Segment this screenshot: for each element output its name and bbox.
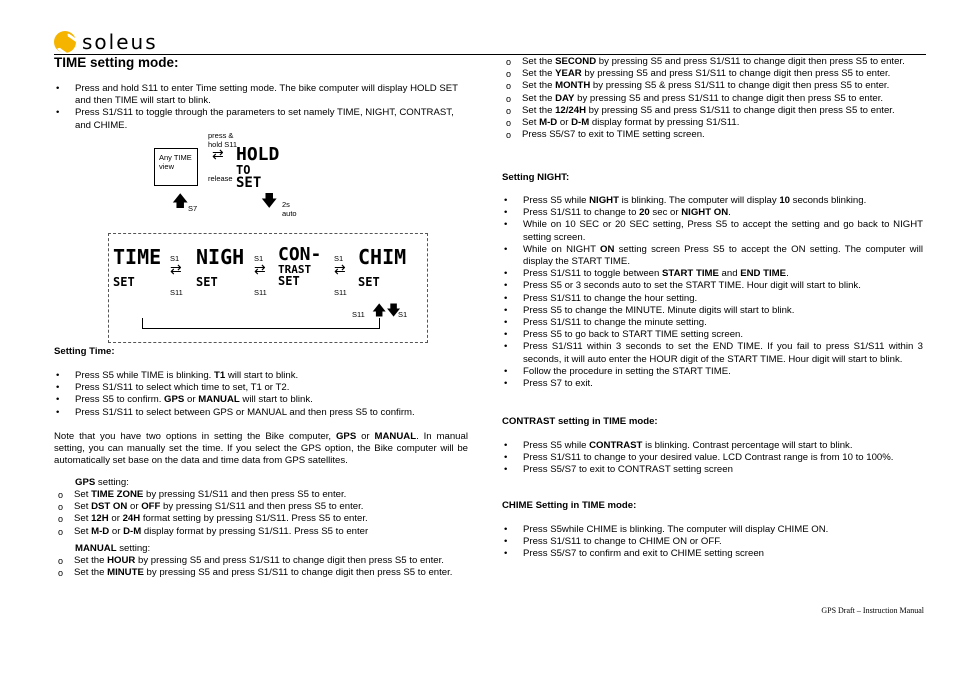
list-item: • Press S5 while CONTRAST is blinking. Contrast percentage will start to blink. xyxy=(502,440,923,452)
list-item: • While on 10 SEC or 20 SEC setting, Press S5 to accept the setting and go back to NIGHT setting screen. xyxy=(502,219,923,243)
list-item: • Press S5 while NIGHT is blinking. The computer will display 10 seconds blinking. xyxy=(502,195,923,207)
list-item: • Press S1/S11 to change the minute setting. xyxy=(502,317,923,329)
list-item: • Press S1/S11 within 3 seconds to set the END TIME. If you fail to press S1/S11 within 3 seconds, it will auto enter the HOUR digit of the START TIME. Hour digit will start to blink. xyxy=(502,341,923,365)
manual-setting-list-left xyxy=(54,555,468,579)
list-item: • Follow the procedure in setting the START TIME. xyxy=(502,366,923,378)
s1-label: S1 xyxy=(254,254,264,263)
contrast-list xyxy=(502,440,923,477)
s11-label: S11 xyxy=(352,310,365,319)
list-item: • Press S1/S11 to change to your desired value. LCD Contrast range is from 10 to 100%. xyxy=(502,452,923,464)
list-item: • Press S5/S7 to exit to CONTRAST setting screen xyxy=(502,464,923,476)
lcd-chime-text: CHIM xyxy=(358,245,407,269)
intro-item: • Press and hold S11 to enter Time setting mode. The bike computer will display HOLD SET and then TIME will start to blink. xyxy=(54,83,468,107)
gps-manual-note: Note that you have two options in setting the Bike computer, GPS or MANUAL. In manual setting, you can manually set the time. If you select the GPS option, the Bike computer will be automatically set base on the data and time data from GPS satellites. xyxy=(54,431,468,467)
lcd-hold: HOLD xyxy=(236,144,280,165)
setting-time-list xyxy=(54,370,468,419)
list-item: o Set DST ON or OFF by pressing S1/S11 and then press S5 to enter. xyxy=(54,501,468,513)
list-item: • Press S5/S7 to confirm and exit to CHIME setting screen xyxy=(502,548,923,560)
auto-label: 2s auto xyxy=(282,200,297,218)
lcd-time-text: TIME xyxy=(113,245,162,269)
soleus-logo-icon xyxy=(54,31,76,53)
lcd-time-set: SET xyxy=(113,275,135,289)
list-item: • Press S1/S11 to select which time to set, T1 or T2. xyxy=(54,382,468,394)
list-item: o Set the 12/24H by pressing S5 and press S1/S11 to change digit then press S5 to enter. xyxy=(502,105,914,117)
list-item: o Set the YEAR by pressing S5 and press S1/S11 to change digit then press S5 to enter. xyxy=(502,68,914,80)
lcd-chime-set: SET xyxy=(358,275,380,289)
toggle-arrows-icon: ⇄ xyxy=(170,261,182,277)
s1-label: S1 xyxy=(334,254,344,263)
lcd-chime xyxy=(358,246,406,288)
list-item: • Press S7 to exit. xyxy=(502,378,923,390)
gps-setting-list xyxy=(54,489,468,538)
footer-text: GPS Draft – Instruction Manual xyxy=(821,606,924,615)
intro-list xyxy=(54,83,468,132)
lcd-night-set: SET xyxy=(196,275,218,289)
any-time-view-label: Any TIME view xyxy=(159,153,192,171)
s11-label: S11 xyxy=(170,288,183,297)
time-mode-diagram xyxy=(108,128,428,343)
list-item: o Set the MONTH by pressing S5 & press S1/S11 to change digit then press S5 to enter. xyxy=(502,80,914,92)
toggle-arrows-icon: ⇄ xyxy=(254,261,266,277)
up-down-arrows-icon: 🡅🡇 xyxy=(372,302,401,318)
return-loop-line xyxy=(142,318,380,329)
lcd-contrast-set: SET xyxy=(278,274,300,288)
lcd-night xyxy=(196,246,244,288)
contrast-heading: CONTRAST setting in TIME mode: xyxy=(502,416,658,427)
list-item: • Press S5 to change the MINUTE. Minute digits will start to blink. xyxy=(502,305,923,317)
lcd-trast-text: TRAST xyxy=(278,263,312,276)
lcd-set: SET xyxy=(236,175,262,191)
brand-name: soleus xyxy=(82,29,158,54)
chime-list xyxy=(502,524,923,561)
list-item: • Press S5 while TIME is blinking. T1 will start to blink. xyxy=(54,370,468,382)
list-item: • Press S5 to go back to START TIME setting screen. xyxy=(502,329,923,341)
list-item: • Press S1/S11 to change the hour setting. xyxy=(502,293,923,305)
list-item: • Press S1/S11 to select between GPS or MANUAL and then press S5 to confirm. xyxy=(54,407,468,419)
setting-night-heading: Setting NIGHT: xyxy=(502,172,570,183)
toggle-arrows-icon: ⇄ xyxy=(212,146,224,162)
intro-item: • Press S1/S11 to toggle through the parameters to set namely TIME, NIGHT, CONTRAST, and CHIME. xyxy=(54,107,468,131)
header-rule xyxy=(54,54,926,55)
s1-label: S1 xyxy=(398,310,408,319)
lcd-night-text: NIGH xyxy=(196,245,245,269)
list-item: o Set the DAY by pressing S5 and press S1/S11 to change digit then press S5 to enter. xyxy=(502,93,914,105)
list-item: o Set 12H or 24H format setting by pressing S1/S11. Press S5 to enter. xyxy=(54,513,468,525)
list-item: o Set the SECOND by pressing S5 and press S1/S11 to change digit then press S5 to enter. xyxy=(502,56,914,68)
list-item: o Set the MINUTE by pressing S5 and press S1/S11 to change digit then press S5 to enter. xyxy=(54,567,468,579)
s7-label: S7 xyxy=(188,204,198,213)
chime-heading: CHIME Setting in TIME mode: xyxy=(502,500,637,511)
list-item: • Press S1/S11 to change to 20 sec or NIGHT ON. xyxy=(502,207,923,219)
toggle-arrows-icon: ⇄ xyxy=(334,261,346,277)
lcd-time xyxy=(113,246,161,288)
list-item: o Set M-D or D-M display format by pressing S1/S11. Press S5 to enter xyxy=(54,526,468,538)
down-arrow-icon: 🡇 xyxy=(261,193,278,210)
lcd-hold-set xyxy=(236,146,288,196)
lcd-con-text: CON- xyxy=(278,244,322,265)
list-item: o Set M-D or D-M display format by pressing S1/S11. xyxy=(502,117,914,129)
list-item: • While on NIGHT ON setting screen Press S5 to accept the ON setting. The computer will display the START TIME. xyxy=(502,244,923,268)
gps-setting-label: GPS setting: xyxy=(75,477,129,488)
any-time-view-box xyxy=(154,148,198,186)
setting-night-list xyxy=(502,195,923,390)
list-item: • Press S5while CHIME is blinking. The computer will display CHIME ON. xyxy=(502,524,923,536)
s11-label: S11 xyxy=(254,288,267,297)
page-title: TIME setting mode: xyxy=(54,55,179,70)
list-item: o Set TIME ZONE by pressing S1/S11 and then press S5 to enter. xyxy=(54,489,468,501)
s1-label: S1 xyxy=(170,254,180,263)
list-item: • Press S1/S11 to change to CHIME ON or OFF. xyxy=(502,536,923,548)
setting-time-heading: Setting Time: xyxy=(54,346,115,357)
list-item: • Press S1/S11 to toggle between START TIME and END TIME. xyxy=(502,268,923,280)
list-item: o Set the HOUR by pressing S5 and press S1/S11 to change digit then press S5 to enter. xyxy=(54,555,468,567)
manual-setting-list-right xyxy=(502,56,914,141)
up-arrow-icon: 🡅 xyxy=(172,193,189,210)
release-label: release xyxy=(208,174,233,183)
s11-label: S11 xyxy=(334,288,347,297)
manual-setting-label: MANUAL setting: xyxy=(75,543,151,554)
list-item: • Press S5 to confirm. GPS or MANUAL will start to blink. xyxy=(54,394,468,406)
lcd-contrast xyxy=(278,246,321,287)
brand-logo xyxy=(54,31,158,53)
press-hold-label: press & hold S11 xyxy=(208,131,238,149)
lcd-to: TO xyxy=(236,163,251,177)
list-item: • Press S5 or 3 seconds auto to set the START TIME. Hour digit will start to blink. xyxy=(502,280,923,292)
list-item: o Press S5/S7 to exit to TIME setting screen. xyxy=(502,129,914,141)
